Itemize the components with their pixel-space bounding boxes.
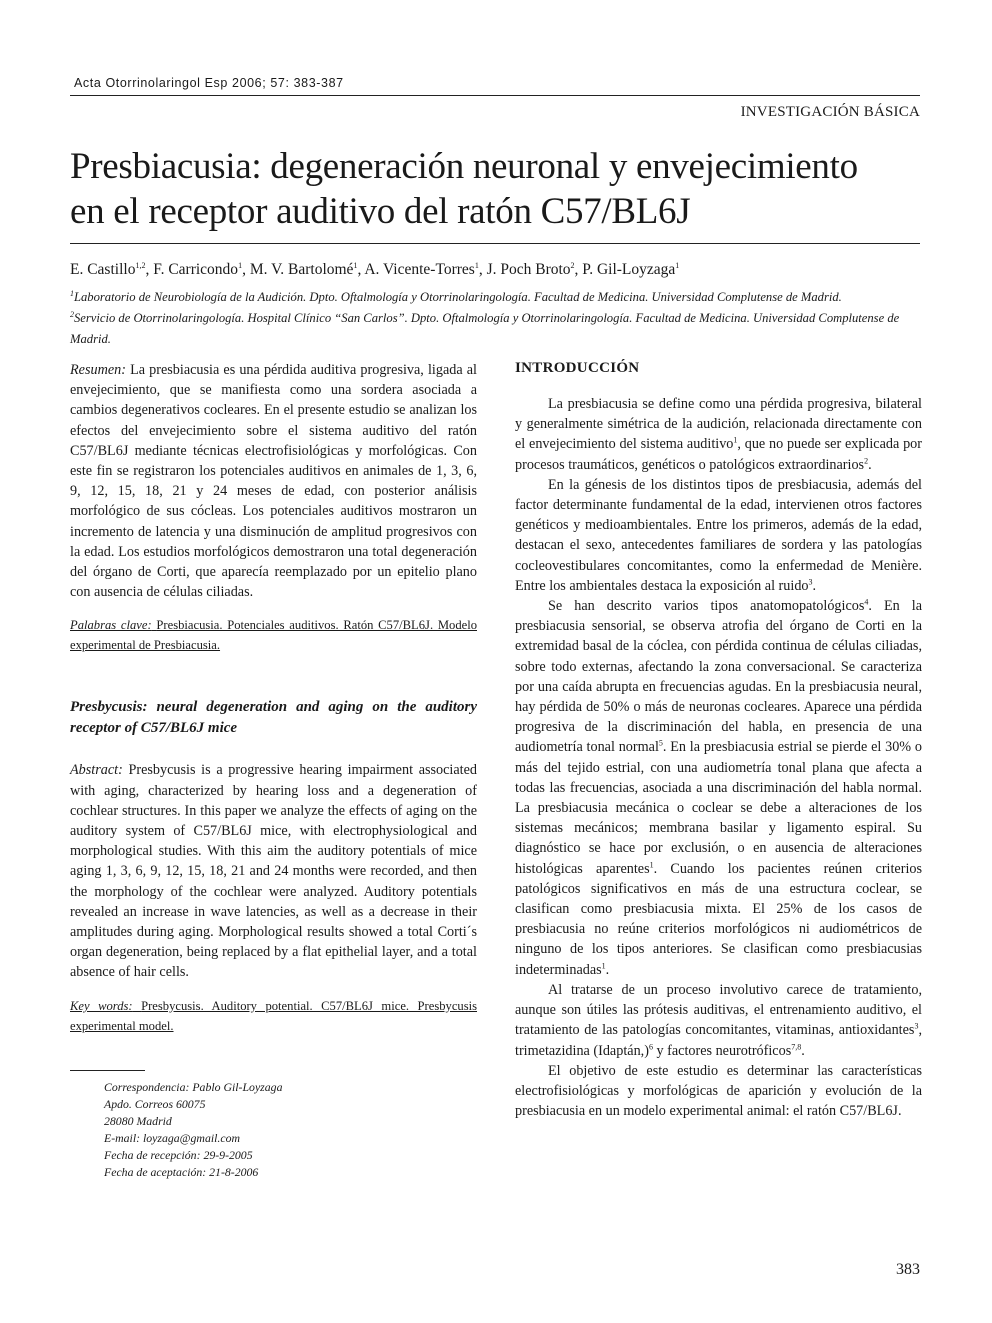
correspondence-email: E-mail: loyzaga@gmail.com xyxy=(104,1130,241,1145)
intro-heading: INTRODUCCIÓN xyxy=(515,360,640,376)
palabras-clave: Palabras clave: Presbiacusia. Potenciales auditivos. Ratón C57/BL6J. Modelo experimental de Presbiacusia. xyxy=(70,618,477,653)
affiliations xyxy=(70,287,930,350)
author: E. Castillo xyxy=(70,261,136,278)
author-affiliation-mark: 1 xyxy=(238,260,243,270)
english-title: Presbycusis: neural degeneration and aging on the auditory receptor of C57/BL6J mice xyxy=(70,699,477,737)
article-title xyxy=(70,144,930,234)
author: P. Gil-Loyzaga xyxy=(582,261,676,278)
title-line-1: Presbiacusia: degeneración neuronal y envejecimiento xyxy=(70,146,858,187)
title-line-2: en el receptor auditivo del ratón C57/BL6J xyxy=(70,191,691,232)
intro-paragraph-5: El objetivo de este estudio es determinar las características electrofisiológicas y morfológicas de aparición y evolución de la presbiacusia en un modelo experimental animal: el ratón C57/BL6J. xyxy=(515,1062,922,1120)
resumen-label: Resumen: xyxy=(70,362,126,378)
author-affiliation-mark: 1 xyxy=(675,260,680,270)
key-words: Key words: Presbycusis. Auditory potential. C57/BL6J mice. Presbycusis experimental model. xyxy=(70,998,478,1033)
intro-paragraph-4: Al tratarse de un proceso involutivo carece de tratamiento, aunque son útiles las prótesis auditivas, el entrenamiento auditivo, el tratamiento de las patologías concomitantes, vitaminas, antioxidantes$^3$, trimetazidina (Idaptán,)$^6$ y factores neurotróficos$^{7,8}$. xyxy=(515,981,922,1059)
author: A. Vicente-Torres xyxy=(364,261,475,278)
abstract: Abstract: Presbycusis is a progressive hearing impairment associated with aging, characterized by hearing loss and a degeneration of cochlear structures. In this paper we analyze the effects of aging on the auditory system of C57/BL6J mice, with electrophysiological and morphological studies. With this aim the auditory potentials of mice aging 1, 3, 6, 9, 12, 15, 18, 21 and 24 months were recorded, and then the morphology of the cochlear were analyzed. Auditory potentials revealed an increase in wave latencies, as well as a decrease in their amplitudes during aging. Morphological results showed a total Corti´s organ degeneration, being replaced by a flat epithelial layer, and a total absence of hair cells. xyxy=(70,762,478,981)
intro-paragraph-1: La presbiacusia se define como una pérdida progresiva, bilateral y generalmente simétrica de la audición, relacionada directamente con el envejecimiento del sistema auditivo$^1$, que no puede ser explicada por procesos traumáticos, genéticos o patológicos extraordinarios$^2$. xyxy=(515,396,922,473)
author: M. V. Bartolomé xyxy=(249,261,354,278)
resumen: Resumen: La presbiacusia es una pérdida auditiva progresiva, ligada al envejecimiento, que se manifiesta como una sordera asociada a cambios degenerativos cocleares. En el presente estudio se analizan los efectos del envejecimiento sobre el sistema auditivo del ratón C57/BL6J mediante técnicas electrofisiológicas y morfológicas. Con este fin se registraron los potenciales auditivos en animales de 1, 3, 6, 9, 12, 15, 18, 21 y 24 meses de edad, con posterior análisis morfológico de sus cócleas. Los potenciales auditivos mostraron un incremento de latencia y una disminución de amplitud progresivos con la edad. Los estudios morfológicos demostraron una total degeneración del órgano de Corti, que aparecía reemplazado por un epitelio plano con ausencia de células ciliadas. xyxy=(70,362,477,601)
section-label: INVESTIGACIÓN BÁSICA xyxy=(740,104,920,120)
left-column xyxy=(70,358,477,1181)
title-rule xyxy=(70,243,920,244)
author-affiliation-mark: 1,2 xyxy=(135,260,146,270)
author: F. Carricondo xyxy=(153,261,239,278)
author-affiliation-mark: 1 xyxy=(474,260,479,270)
author-affiliation-mark: 1 xyxy=(353,260,358,270)
correspondence: Correspondencia: Pablo Gil-Loyzaga Apdo. Correos 60075 28080 Madrid E-mail: loyzaga@gmail.com Fecha de recepción: 29-9-2005 Fecha de aceptación: 21-8-2006 xyxy=(104,1079,477,1181)
author-list: E. Castillo$^{1,2}$, F. Carricondo$^1$, M. V. Bartolomé$^1$, A. Vicente-Torres$^1$, J. Poch Broto$^2$, P. Gil-Loyzaga$^1$ xyxy=(70,260,680,278)
footnote-rule xyxy=(70,1070,145,1071)
journal-citation: Acta Otorrinolaringol Esp 2006; 57: 383-387 xyxy=(74,76,344,90)
page-number: 383 xyxy=(896,1261,920,1278)
author-affiliation-mark: 2 xyxy=(570,260,575,270)
abstract-label: Abstract: xyxy=(70,762,123,779)
affiliation: $^1$Laboratorio de Neurobiología de la Audición. Dpto. Oftalmología y Otorrinolaringología. Facultad de Medicina. Universidad Complutense de Madrid. xyxy=(70,288,842,304)
right-column xyxy=(515,358,922,1121)
header-rule xyxy=(70,95,920,96)
intro-paragraph-2: En la génesis de los distintos tipos de presbiacusia, además del factor determinante fundamental de la edad, intervienen otros factores genéticos y medioambientales. Entre los primeros, además de la edad, destacan el sexo, antecedentes familiares de sordera y las patologías cocleovestibulares concomitantes, como la enfermedad de Menière. Entre los ambientales destaca la exposición al ruido$^3$. xyxy=(515,476,922,594)
author: J. Poch Broto xyxy=(486,261,571,278)
affiliation: $^2$Servicio de Otorrinolaringología. Hospital Clínico “San Carlos”. Dpto. Oftalmología y Otorrinolaringología. Facultad de Medicina. Universidad Complutense de Madrid. xyxy=(70,309,900,346)
intro-paragraph-3: Se han descrito varios tipos anatomopatológicos$^4$. En la presbiacusia sensorial, se observa atrofia del órgano de Corti en la extremidad basal de la cóclea, con pérdida continua de células ciliadas, sobre todo externas, afectando la zona conversacional. Se caracteriza por una caída abrupta en frecuencias agudas. En la presbiacusia neural, hay pérdida de 50% o más de neuronas cocleares. Aparece una pérdida progresiva de la discriminación del habla, en presencia de una audiometría tonal normal$^5$. En la presbiacusia estrial se pierde el 30% o más del tejido estrial, con una audiometría tonal plana que afecta a todas las frecuencias, asociada a una discriminación del habla normal. La presbiacusia mecánica o coclear se debe a alteraciones de los sistemas mecánicos; membrana basilar y ligamento espiral. Su diagnóstico se hace por exclusión, o en ausencia de alteraciones histológicas aparentes$^1$. Cuando los pacientes reúnen criterios patológicos significativos en más de una estructura coclear, se clasifican como presbiacusia mixta. El 25% de los casos de presbiacusia no reúne criterios morfológicos ni audiométricos de ninguno de los tipos anteriores. Se clasifican como presbiacusias indeterminadas$^1$. xyxy=(515,597,923,978)
